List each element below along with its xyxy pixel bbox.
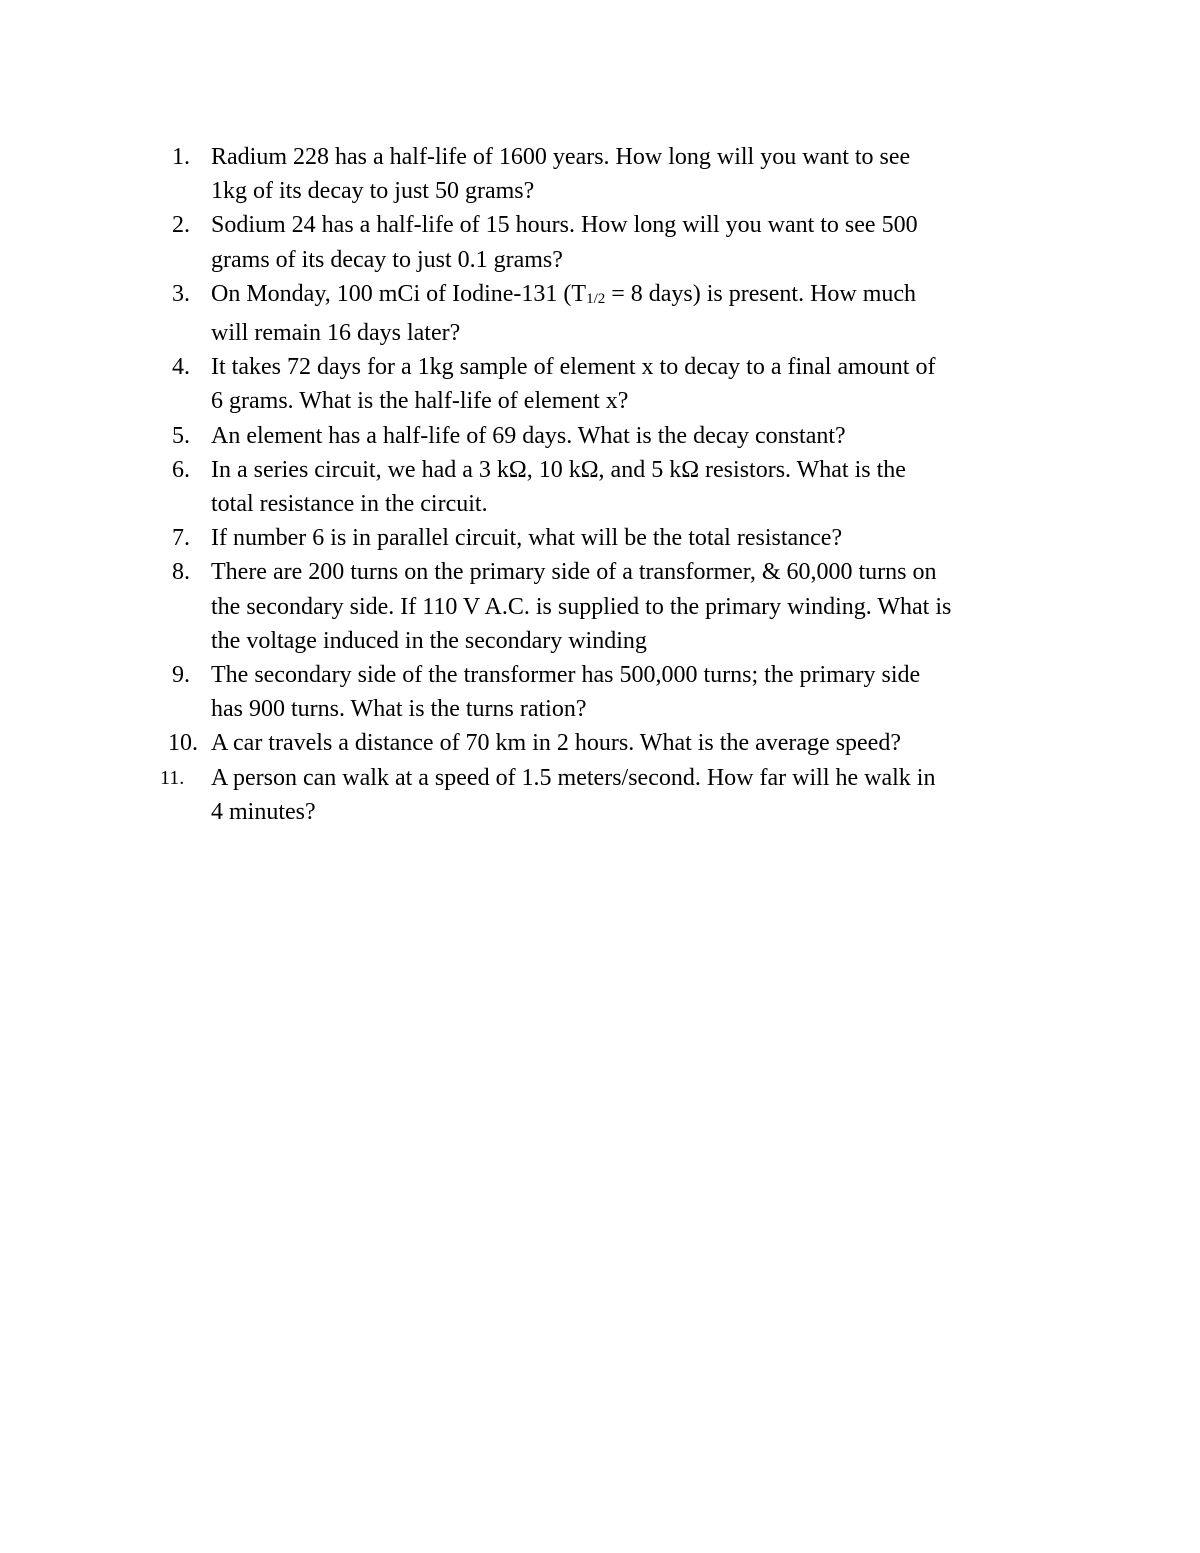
question-text-line: 4 minutes?: [211, 798, 316, 825]
question-text-line: total resistance in the circuit.: [211, 491, 488, 518]
question-text-line: the voltage induced in the secondary winding: [211, 627, 647, 654]
question-11: [0, 761, 1200, 829]
question-text-line: A person can walk at a speed of 1.5 meters/second. How far will he walk in: [211, 764, 936, 791]
question-number: 7.: [172, 525, 190, 552]
question-text-line: grams of its decay to just 0.1 grams?: [211, 246, 563, 273]
question-text-line: the secondary side. If 110 V A.C. is supplied to the primary winding. What is: [211, 593, 952, 620]
question-text-line: [211, 277, 1080, 316]
question-number: 2.: [172, 212, 190, 239]
question-text-line: It takes 72 days for a 1kg sample of element x to decay to a final amount of: [211, 354, 936, 381]
question-number: 11.: [160, 766, 185, 789]
question-6: [0, 453, 1200, 521]
question-text-segment: = 8 days) is present. How much: [605, 280, 917, 307]
question-5: [0, 419, 1200, 453]
question-text-line: 6 grams. What is the half-life of element x?: [211, 388, 629, 415]
question-number: 4.: [172, 354, 190, 381]
question-9: [0, 658, 1200, 726]
question-10: [0, 726, 1200, 760]
question-number: 3.: [172, 280, 190, 307]
question-text-line: An element has a half-life of 69 days. What is the decay constant?: [211, 422, 846, 449]
question-number: 1.: [172, 144, 190, 170]
question-1: [0, 140, 1200, 208]
question-text-line: A car travels a distance of 70 km in 2 hours. What is the average speed?: [211, 730, 901, 757]
question-number: 8.: [172, 559, 190, 586]
question-text-line: will remain 16 days later?: [211, 320, 461, 347]
question-text-line: has 900 turns. What is the turns ration?: [211, 696, 587, 723]
question-number: 10.: [168, 730, 198, 757]
question-text-line: If number 6 is in parallel circuit, what will be the total resistance?: [211, 525, 843, 552]
question-text-line: 1kg of its decay to just 50 grams?: [211, 178, 535, 205]
question-2: [0, 208, 1200, 276]
question-text-line: Sodium 24 has a half-life of 15 hours. How long will you want to see 500: [211, 212, 918, 239]
question-text-line: In a series circuit, we had a 3 kΩ, 10 kΩ, and 5 kΩ resistors. What is the: [211, 456, 906, 483]
question-text-line: There are 200 turns on the primary side of a transformer, & 60,000 turns on: [211, 559, 937, 586]
half-life-subscript: 1/2: [586, 290, 606, 307]
question-number: 9.: [172, 662, 190, 689]
question-number: 5.: [172, 422, 190, 449]
question-3: [0, 277, 1200, 350]
question-7: [0, 521, 1200, 555]
question-8: [0, 555, 1200, 658]
question-list: [0, 140, 1200, 829]
question-text-line: Radium 228 has a half-life of 1600 years. How long will you want to see: [211, 144, 911, 170]
question-4: [0, 350, 1200, 418]
question-text-line: The secondary side of the transformer has 500,000 turns; the primary side: [211, 662, 921, 689]
question-number: 6.: [172, 456, 190, 483]
question-text-segment: On Monday, 100 mCi of Iodine-131 (T: [211, 280, 587, 307]
